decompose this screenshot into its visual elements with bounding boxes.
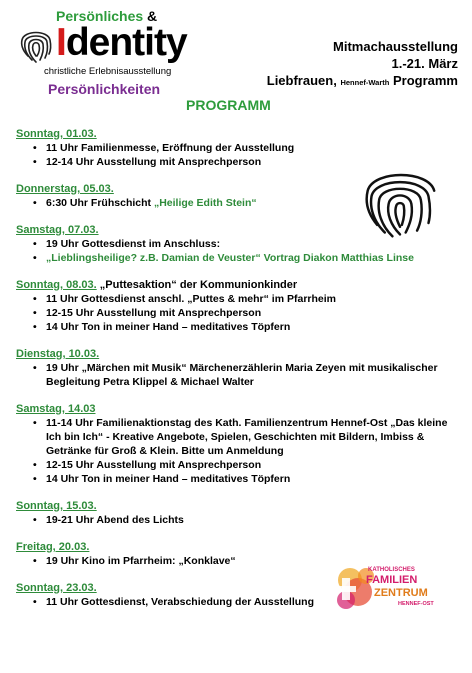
day-title: Sonntag, 08.03. „Puttesaktion“ der Kommunionkinder (16, 279, 298, 291)
event-item: • „Lieblingsheilige? z.B. Damian de Veuster“ Vortrag Diakon Matthias Linse (46, 251, 461, 265)
header-line-2: 1.-21. März (391, 56, 458, 71)
day-block (16, 499, 461, 527)
day-title: Dienstag, 10.03. (16, 348, 100, 360)
event-item: • 14 Uhr Ton in meiner Hand – meditatives Töpfern (46, 472, 461, 486)
day-block (16, 127, 461, 169)
logo-line-persoenliches: Persönliches & (56, 8, 158, 24)
program-list (16, 127, 461, 622)
event-item: • 14 Uhr Ton in meiner Hand – meditatives Töpfern (46, 320, 461, 334)
day-title: Donnerstag, 05.03. (16, 183, 114, 195)
event-item: • 11-14 Uhr Familienaktionstag des Kath. Familienzentrum Hennef-Ost „Das kleine Ich bin Ich“ - Kreative Angebote, Spielen, Geschichten mit Bildern, Imbiss & Getränke für Groß & Klein. Bitte um Anmeldung (46, 416, 461, 458)
header-line-3: Liebfrauen, Hennef-Warth Programm (266, 73, 458, 88)
event-item: • 12-14 Uhr Ausstellung mit Ansprechperson (46, 155, 461, 169)
day-title: Sonntag, 15.03. (16, 500, 97, 512)
event-item: • 6:30 Uhr Frühschicht „Heilige Edith Stein“ (46, 196, 461, 210)
day-title: Freitag, 20.03. (16, 541, 90, 553)
event-item: • 19 Uhr Gottesdienst im Anschluss: (46, 237, 461, 251)
header-line-1: Mitmachausstellung (333, 39, 458, 54)
header-info (267, 38, 458, 91)
event-item: • 11 Uhr Familienmesse, Eröffnung der Ausstellung (46, 141, 461, 155)
familienzentrum-logo: KATHOLISCHES FAMILIEN ZENTRUM HENNEF-OST (336, 562, 446, 616)
day-block (16, 402, 461, 486)
day-block (16, 223, 461, 265)
day-block (16, 347, 461, 389)
event-item: • 19-21 Uhr Abend des Lichts (46, 513, 461, 527)
day-title: Samstag, 07.03. (16, 224, 99, 236)
event-item: • 12-15 Uhr Ausstellung mit Ansprechperson (46, 458, 461, 472)
day-block (16, 182, 461, 210)
identity-logo (18, 8, 208, 104)
event-item: • 11 Uhr Gottesdienst, Verabschiedung der Ausstellung (46, 595, 461, 609)
day-title: Sonntag, 01.03. (16, 128, 97, 140)
logo-line-persoenlichkeiten: Persönlichkeiten (48, 81, 161, 97)
logo-identity-word: Identity (56, 21, 187, 64)
event-item: • 19 Uhr „Märchen mit Musik“ Märchenerzählerin Maria Zeyen mit musikalischer Begleitung Petra Klippel & Michael Walter (46, 361, 461, 389)
programm-title: PROGRAMM (186, 97, 271, 113)
logo-subtitle: christliche Erlebnisausstellung (44, 66, 172, 77)
day-block (16, 278, 461, 334)
fingerprint-icon (18, 26, 54, 66)
day-title: Samstag, 14.03 (16, 403, 96, 415)
day-title: Sonntag, 23.03. (16, 582, 97, 594)
event-item: • 11 Uhr Gottesdienst anschl. „Puttes & mehr“ im Pfarrheim (46, 292, 461, 306)
event-item: • 19 Uhr Kino im Pfarrheim: „Konklave“ (46, 554, 461, 568)
event-item: • 12-15 Uhr Ausstellung mit Ansprechperson (46, 306, 461, 320)
